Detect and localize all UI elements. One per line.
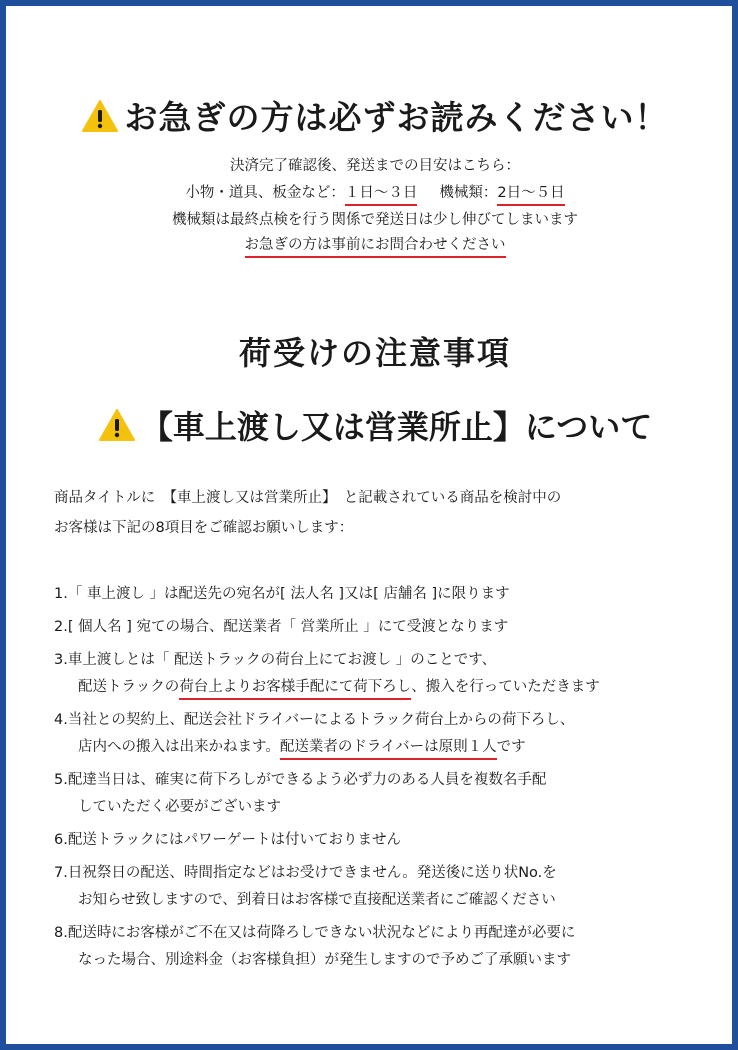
shipping-estimate-intro: 決済完了確認後、発送までの目安はこちら： <box>230 158 520 174</box>
intro-line-2: お客様は下記の8項目をご確認お願いします： <box>54 520 354 536</box>
list-item-continuation: なった場合、別途料金（お客様負担）が発生しますので予めご了承願います <box>78 952 571 968</box>
list-item: 4.当社との契約上、配送会社ドライバーによるトラック荷台上からの荷下ろし、 <box>54 712 575 728</box>
list-item-continuation: 店内への搬入は出来かねます。配送業者のドライバーは原則１人です <box>54 734 714 761</box>
list-item: 3.車上渡しとは「 配送トラックの荷台上にてお渡し 」のことです、 <box>54 652 497 668</box>
underlined-phrase: 荷台上よりお客様手配にて荷下ろし <box>179 679 411 700</box>
list-item: 7.日祝祭日の配送、時間指定などはお受けできません。発送後に送り状No.を <box>54 865 557 881</box>
warning-triangle-icon <box>81 99 119 133</box>
list-item: 5.配達当日は、確実に荷下ろしができるよう必ず力のある人員を複数名手配 <box>54 772 547 788</box>
machine-days: 2日〜５日 <box>497 185 564 206</box>
list-item-continuation: していただく必要がございます <box>78 799 281 815</box>
list-item-continuation: 配送トラックの荷台上よりお客様手配にて荷下ろし、搬入を行っていただきます <box>54 674 714 701</box>
contact-note <box>6 235 738 255</box>
urgent-heading-row <box>6 92 738 139</box>
list-item: 8.配送時にお客様がご不在又は荷降ろしできない状況などにより再配達が必要に <box>54 925 576 941</box>
contact-note-text: お急ぎの方は事前にお問合わせください <box>245 237 506 258</box>
list-item: 2.[ 個人名 ] 宛ての場合、配送業者「 営業所止 」にて受渡となります <box>54 619 509 635</box>
intro-line-1: 商品タイトルに 【車上渡し又は営業所止】 と記載されている商品を検討中の <box>54 490 562 506</box>
machine-label: 機械類： <box>439 185 498 201</box>
list-item-continuation: お知らせ致しますので、到着日はお客様で直接配送業者にご確認ください <box>78 892 556 908</box>
list-item: 1.「 車上渡し 」は配送先の宛名が[ 法人名 ]又は[ 店舗名 ]に限ります <box>54 586 510 602</box>
notice-title: 荷受けの注意事項 <box>238 334 511 372</box>
small-items-days: １日〜３日 <box>345 185 418 206</box>
small-items-label: 小物・道具、板金など： <box>185 185 345 201</box>
notice-subtitle-row <box>6 402 738 448</box>
underlined-phrase: 配送業者のドライバーは原則１人 <box>280 739 497 760</box>
notice-subtitle: 【車上渡し又は営業所止】について <box>140 408 653 446</box>
notice-list <box>54 581 714 974</box>
urgent-heading: お急ぎの方は必ずお読みください！ <box>124 98 669 137</box>
shipping-estimate-days <box>6 183 738 203</box>
list-item: 6.配送トラックにはパワーゲートは付いておりません <box>54 832 402 848</box>
machine-delay-note: 機械類は最終点検を行う関係で発送日は少し伸びてしまいます <box>172 212 578 228</box>
warning-triangle-icon <box>98 408 136 442</box>
